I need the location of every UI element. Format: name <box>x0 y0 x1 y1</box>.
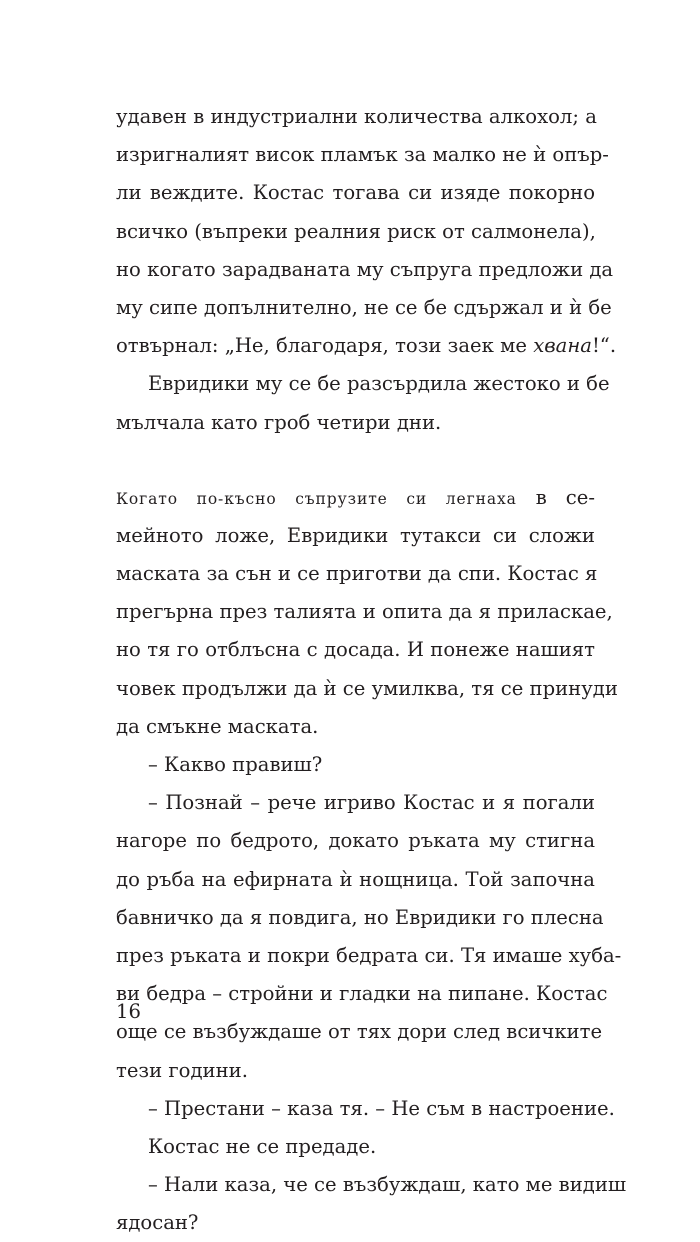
text-line: бавничко да я повдига, но Евридики го плесна <box>116 905 604 929</box>
quote-text-after: !“. <box>591 334 617 358</box>
text-line: но тя го отблъсна с досада. И понеже нашият <box>116 638 595 662</box>
page-number: 16 <box>116 1000 141 1023</box>
text-line: прегърна през талията и опита да я приласкае, <box>116 600 613 624</box>
section-break <box>116 442 595 479</box>
text-line: човек продължи да ѝ се умилква, тя се принуди <box>116 676 618 700</box>
text-line: всичко (въпреки реалния риск от салмонела), <box>116 219 596 243</box>
text-line: маската за сън и се приготви да спи. Костас я <box>116 562 598 586</box>
dialogue-line: – Познай – рече игриво Костас и я погали <box>148 791 595 815</box>
text-line: до ръба на ефирната ѝ нощница. Той започна <box>116 867 595 891</box>
dialogue-line: – Нали каза, че се възбуждаш, като ме видиш <box>148 1173 627 1197</box>
section-opening-line <box>116 479 595 517</box>
dialogue-line: – Какво правиш? <box>148 753 323 776</box>
text-line: Евридики му се бе разсърдила жестоко и бе <box>148 372 610 396</box>
text-line: тези години. <box>116 1058 248 1082</box>
text-line: ли веждите. Костас тогава си изяде покорно <box>116 181 595 205</box>
text-line: ядосан? <box>116 1211 199 1235</box>
text-line: удавен в индустриални количества алкохол; а <box>116 105 597 128</box>
text-line: мълчала като гроб четири дни. <box>116 410 442 434</box>
text-line: още се възбуждаше от тях дори след всичките <box>116 1020 603 1044</box>
text-line: да смъкне маската. <box>116 714 319 738</box>
text-line: през ръката и покри бедрата си. Тя имаше хуба- <box>116 943 622 967</box>
small-caps-opening: Когато по-късно съпрузите си легнаха <box>116 489 517 508</box>
quote-italic-word: хвана <box>533 334 592 358</box>
quote-line <box>116 327 617 365</box>
quote-text-before: отвърнал: „Не, благодаря, този заек ме <box>116 334 534 358</box>
text-line: му сипе допълнително, не се бе сдържал и ѝ бе <box>116 295 612 319</box>
text-line: Костас не се предаде. <box>148 1134 377 1158</box>
opening-rest: в се- <box>516 485 595 509</box>
dialogue-line: – Престани – каза тя. – Не съм в настроение. <box>148 1096 615 1120</box>
text-line: ви бедра – стройни и гладки на пипане. Костас <box>116 982 608 1006</box>
text-line: но когато зарадваната му съпруга предложи да <box>116 257 614 281</box>
text-line: изригналият висок пламък за малко не ѝ опър- <box>116 143 609 167</box>
text-line: мейното ложе, Евридики тутакси си сложи <box>116 523 595 547</box>
page-body <box>116 98 627 1242</box>
text-line: нагоре по бедрото, докато ръката му стигна <box>116 829 595 853</box>
